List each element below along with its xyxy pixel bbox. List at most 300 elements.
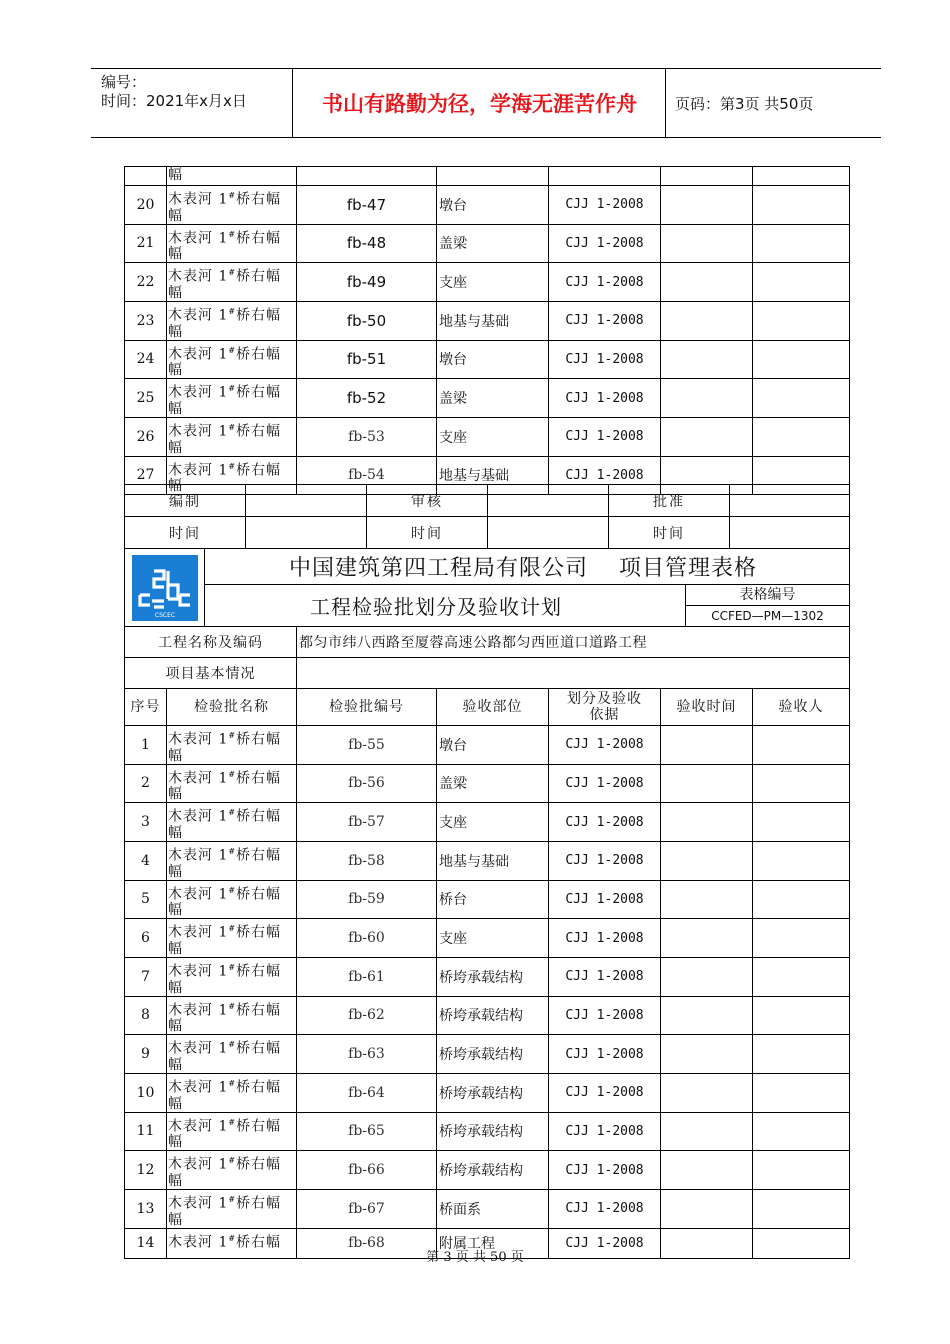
item-time[interactable] (661, 1151, 753, 1190)
table-row (125, 167, 850, 186)
signoff-row (125, 485, 850, 517)
item-part: 盖梁 (437, 224, 549, 263)
item-name-a: 木表河 1 (168, 847, 229, 864)
item-part: 支座 (437, 417, 549, 456)
row-no: 1 (125, 726, 167, 765)
item-name-c: 幅 (168, 439, 183, 456)
page-footer: 第 3 页 共 50 页 (426, 1250, 524, 1265)
item-person[interactable] (753, 1151, 850, 1190)
time-label: 时间：2021年x月x日 (101, 92, 247, 110)
item-name-a: 木表河 1 (168, 268, 229, 285)
item-name (167, 417, 297, 456)
item-part: 墩台 (437, 340, 549, 379)
item-person[interactable] (753, 803, 850, 842)
table-row (125, 301, 850, 340)
motto: 书山有路勤为径，学海无涯苦作舟 (322, 92, 637, 116)
item-name (167, 1035, 297, 1074)
table-row (125, 417, 850, 456)
compile-time-label: 时间 (125, 517, 246, 549)
row-no: 11 (125, 1112, 167, 1151)
table-row (125, 764, 850, 803)
item-part: 盖梁 (437, 764, 549, 803)
item-code: fb-63 (297, 1035, 437, 1074)
item-name-sup: # (228, 1233, 237, 1243)
item-name-a: 木表河 1 (168, 886, 229, 903)
item-time[interactable] (661, 1189, 753, 1228)
item-name-c: 幅 (168, 1095, 183, 1112)
project-name-label: 工程名称及编码 (125, 627, 297, 658)
item-name (167, 186, 297, 225)
item-code: fb-66 (297, 1151, 437, 1190)
item-code: fb-48 (297, 224, 437, 263)
item-name-sup: # (228, 808, 237, 818)
item-basis: CJJ 1-2008 (549, 1189, 661, 1228)
item-name-a: 木表河 1 (168, 1040, 229, 1057)
item-time[interactable] (661, 803, 753, 842)
table-row (125, 224, 850, 263)
table-row (125, 841, 850, 880)
item-part: 地基与基础 (437, 456, 549, 495)
row-no: 8 (125, 996, 167, 1035)
item-time[interactable] (661, 880, 753, 919)
item-name (167, 764, 297, 803)
review-value[interactable] (488, 485, 609, 517)
item-code: fb-61 (297, 957, 437, 996)
item-name-c: 幅 (168, 284, 183, 301)
item-name (167, 1189, 297, 1228)
item-basis: CJJ 1-2008 (549, 880, 661, 919)
item-name (167, 880, 297, 919)
item-name-sup: # (228, 422, 237, 432)
item-time[interactable] (661, 841, 753, 880)
item-name-c: 幅 (168, 400, 183, 417)
review-time-label: 时间 (367, 517, 488, 549)
item-name-b: 桥右幅 (236, 808, 282, 825)
item-time[interactable] (661, 224, 753, 263)
item-basis: CJJ 1-2008 (549, 379, 661, 418)
item-name-a: 木表河 1 (168, 346, 229, 363)
item-time[interactable] (661, 379, 753, 418)
approve-time-value[interactable] (730, 517, 850, 549)
item-person[interactable] (753, 224, 850, 263)
header-person: 验收人 (753, 689, 850, 726)
item-basis: CJJ 1-2008 (549, 1151, 661, 1190)
item-name-b: 桥右幅 (236, 1002, 282, 1019)
item-part: 桥垮承载结构 (437, 1151, 549, 1190)
item-person[interactable] (753, 726, 850, 765)
item-part: 地基与基础 (437, 301, 549, 340)
item-basis: CJJ 1-2008 (549, 224, 661, 263)
item-name-b: 桥右幅 (236, 462, 282, 479)
item-person[interactable] (753, 263, 850, 302)
item-time[interactable] (661, 726, 753, 765)
logo-cell (125, 549, 205, 627)
row-no: 7 (125, 957, 167, 996)
item-name (167, 919, 297, 958)
item-name-b: 桥右幅 (236, 191, 282, 208)
row-no: 26 (125, 417, 167, 456)
item-basis: CJJ 1-2008 (549, 996, 661, 1035)
item-basis: CJJ 1-2008 (549, 726, 661, 765)
cscec-logo-icon (132, 555, 198, 621)
item-name (167, 224, 297, 263)
item-name (167, 841, 297, 880)
row-no: 24 (125, 340, 167, 379)
table-row (125, 263, 850, 302)
item-time[interactable] (661, 957, 753, 996)
item-name-sup: # (228, 924, 237, 934)
item-name-a: 木表河 1 (168, 770, 229, 787)
item-name-b: 桥右幅 (236, 307, 282, 324)
item-basis: CJJ 1-2008 (549, 456, 661, 495)
item-name-b: 桥右幅 (236, 1195, 282, 1212)
row-no: 27 (125, 456, 167, 495)
item-name-a: 木表河 1 (168, 384, 229, 401)
item-person[interactable] (753, 764, 850, 803)
item-name-b: 桥右幅 (236, 963, 282, 980)
table-row (125, 186, 850, 225)
item-name (167, 726, 297, 765)
company-title: 中国建筑第四工程局有限公司 项目管理表格 (205, 549, 850, 585)
item-name-sup: # (228, 268, 237, 278)
item-name-a: 木表河 1 (168, 731, 229, 748)
item-name-b: 桥右幅 (236, 230, 282, 247)
company-logo (132, 555, 198, 621)
item-name-sup: # (228, 306, 237, 316)
page-header (91, 68, 881, 138)
row-no: 10 (125, 1073, 167, 1112)
item-part: 支座 (437, 803, 549, 842)
item-name-c: 幅 (168, 1134, 183, 1151)
item-code: fb-56 (297, 764, 437, 803)
item-name-b: 桥右幅 (236, 423, 282, 440)
table-row (125, 957, 850, 996)
item-part: 支座 (437, 919, 549, 958)
row-no: 4 (125, 841, 167, 880)
header-name: 检验批名称 (167, 689, 297, 726)
item-basis: CJJ 1-2008 (549, 1228, 661, 1258)
item-basis: CJJ 1-2008 (549, 340, 661, 379)
form-subtitle: 工程检验批划分及验收计划 (205, 585, 686, 627)
item-name-b: 桥右幅 (236, 1234, 282, 1251)
item-part: 地基与基础 (437, 841, 549, 880)
table-row (125, 340, 850, 379)
row-no: 25 (125, 379, 167, 418)
form-no-cell (686, 585, 850, 627)
item-name-c: 幅 (168, 207, 183, 224)
item-part: 桥垮承载结构 (437, 1035, 549, 1074)
item-name-c: 幅 (168, 824, 183, 841)
item-code: fb-54 (297, 456, 437, 495)
item-person[interactable] (753, 1112, 850, 1151)
header-code: 检验批编号 (297, 689, 437, 726)
review-time-value[interactable] (488, 517, 609, 549)
review-label: 审核 (367, 485, 488, 517)
row-no: 12 (125, 1151, 167, 1190)
inspection-table (124, 688, 850, 1259)
item-basis: CJJ 1-2008 (549, 417, 661, 456)
item-name-c: 幅 (168, 747, 183, 764)
item-code: fb-65 (297, 1112, 437, 1151)
item-person[interactable] (753, 417, 850, 456)
item-name (167, 1151, 297, 1190)
item-name (167, 996, 297, 1035)
item-name-sup: # (228, 384, 237, 394)
item-name-c: 幅 (168, 362, 183, 379)
item-basis: CJJ 1-2008 (549, 1035, 661, 1074)
item-basis: CJJ 1-2008 (549, 186, 661, 225)
page-label: 页码：第3页 共50页 (675, 95, 814, 113)
item-part: 桥台 (437, 880, 549, 919)
item-name-c: 幅 (168, 786, 183, 803)
table-row (125, 919, 850, 958)
project-info-table (124, 626, 850, 689)
item-time[interactable] (661, 764, 753, 803)
top-table (124, 166, 850, 495)
item-name-c: 幅 (168, 1056, 183, 1073)
table-row (125, 1035, 850, 1074)
item-time[interactable] (661, 1035, 753, 1074)
item-person[interactable] (753, 1189, 850, 1228)
item-person[interactable] (753, 880, 850, 919)
row-no: 14 (125, 1228, 167, 1258)
item-name-b: 桥右幅 (236, 268, 282, 285)
item-person[interactable] (753, 919, 850, 958)
item-basis: CJJ 1-2008 (549, 919, 661, 958)
item-time[interactable] (661, 1112, 753, 1151)
approve-label: 批准 (609, 485, 730, 517)
item-code: fb-53 (297, 417, 437, 456)
item-name-b: 桥右幅 (236, 924, 282, 941)
item-name-a: 木表河 1 (168, 191, 229, 208)
item-name-sup: # (228, 962, 237, 972)
item-name-a: 木表河 1 (168, 230, 229, 247)
item-name-sup: # (228, 846, 237, 856)
form-no-value: CCFED—PM—1302 (711, 609, 824, 623)
item-name-a: 木表河 1 (168, 963, 229, 980)
item-name-c: 幅 (168, 1018, 183, 1035)
item-code: fb-50 (297, 301, 437, 340)
item-name (167, 379, 297, 418)
item-name-sup: # (228, 461, 237, 471)
number-label: 编号： (101, 73, 147, 91)
item-name-c: 幅 (168, 940, 183, 957)
item-code: fb-60 (297, 919, 437, 958)
item-code: fb-51 (297, 340, 437, 379)
signoff-table (124, 484, 850, 549)
item-code: fb-58 (297, 841, 437, 880)
item-name-sup: # (228, 731, 237, 740)
item-name-b: 桥右幅 (236, 847, 282, 864)
item-name (167, 803, 297, 842)
header-meta (101, 73, 247, 111)
row-no: 23 (125, 301, 167, 340)
row-no: 21 (125, 224, 167, 263)
item-code: fb-55 (297, 726, 437, 765)
item-basis: CJJ 1-2008 (549, 841, 661, 880)
item-part: 墩台 (437, 726, 549, 765)
item-name-sup: # (228, 885, 237, 895)
item-time[interactable] (661, 417, 753, 456)
item-name-c: 幅 (168, 1211, 183, 1228)
item-time[interactable] (661, 1073, 753, 1112)
item-code: fb-49 (297, 263, 437, 302)
compile-label: 编制 (125, 485, 246, 517)
project-name-value: 都匀市纬八西路至厦蓉高速公路都匀西匝道口道路工程 (297, 627, 850, 658)
item-part: 桥垮承载结构 (437, 957, 549, 996)
item-person[interactable] (753, 841, 850, 880)
item-name (167, 957, 297, 996)
approve-time-label: 时间 (609, 517, 730, 549)
item-name (167, 301, 297, 340)
item-name-sup: # (228, 1078, 237, 1088)
item-person[interactable] (753, 1073, 850, 1112)
item-name-a: 木表河 1 (168, 1195, 229, 1212)
item-name (167, 1112, 297, 1151)
item-person[interactable] (753, 996, 850, 1035)
table-row (125, 1189, 850, 1228)
item-person[interactable] (753, 1035, 850, 1074)
item-name-a: 木表河 1 (168, 808, 229, 825)
item-name-sup: # (228, 1194, 237, 1204)
form-no-label: 表格编号 (686, 585, 849, 606)
table-row (125, 1112, 850, 1151)
item-name-a: 木表河 1 (168, 1234, 229, 1251)
item-person[interactable] (753, 186, 850, 225)
item-basis: CJJ 1-2008 (549, 301, 661, 340)
item-part: 桥垮承载结构 (437, 1073, 549, 1112)
table-row (125, 996, 850, 1035)
item-time[interactable] (661, 301, 753, 340)
item-name: 幅 (167, 167, 297, 186)
item-code: fb-57 (297, 803, 437, 842)
header-time: 验收时间 (661, 689, 753, 726)
item-name (167, 340, 297, 379)
item-person[interactable] (753, 301, 850, 340)
row-no: 13 (125, 1189, 167, 1228)
row-no: 3 (125, 803, 167, 842)
item-time[interactable] (661, 263, 753, 302)
item-name-a: 木表河 1 (168, 1002, 229, 1019)
item-name-b: 桥右幅 (236, 1156, 282, 1173)
item-basis: CJJ 1-2008 (549, 1073, 661, 1112)
item-code: fb-62 (297, 996, 437, 1035)
item-person[interactable] (753, 957, 850, 996)
item-basis: CJJ 1-2008 (549, 957, 661, 996)
item-name-c: 幅 (168, 323, 183, 340)
form-title-table (124, 548, 850, 627)
item-name-sup: # (228, 191, 237, 200)
item-name-b: 桥右幅 (236, 731, 282, 748)
row-no: 22 (125, 263, 167, 302)
item-part: 桥面系 (437, 1189, 549, 1228)
item-name (167, 263, 297, 302)
row-no: 9 (125, 1035, 167, 1074)
item-name-a: 木表河 1 (168, 1118, 229, 1135)
item-name-sup: # (228, 345, 237, 355)
item-name-c: 幅 (168, 478, 183, 495)
item-name-c: 幅 (168, 979, 183, 996)
item-name-c: 幅 (168, 902, 183, 919)
item-code: fb-59 (297, 880, 437, 919)
item-part: 附属工程 (437, 1228, 549, 1258)
table-header-row (125, 689, 850, 726)
item-name-sup: # (228, 1117, 237, 1127)
item-name-b: 桥右幅 (236, 384, 282, 401)
item-name-a: 木表河 1 (168, 1156, 229, 1173)
table-row (125, 1073, 850, 1112)
item-time[interactable] (661, 186, 753, 225)
table-row (125, 726, 850, 765)
item-name-c: 幅 (168, 1172, 183, 1189)
item-time[interactable] (661, 340, 753, 379)
table-row (125, 880, 850, 919)
item-time[interactable] (661, 919, 753, 958)
table-row (125, 379, 850, 418)
item-part: 桥垮承载结构 (437, 996, 549, 1035)
item-name-b: 桥右幅 (236, 886, 282, 903)
item-name-sup: # (228, 1040, 237, 1050)
compile-time-value[interactable] (246, 517, 367, 549)
header-basis-line1: 划分及验收 (567, 691, 642, 707)
project-basic-label: 项目基本情况 (125, 658, 297, 689)
row-no: 5 (125, 880, 167, 919)
signoff-time-row (125, 517, 850, 549)
item-time[interactable] (661, 996, 753, 1035)
header-basis-line2: 依据 (589, 707, 620, 723)
item-basis: CJJ 1-2008 (549, 263, 661, 302)
item-name-a: 木表河 1 (168, 307, 229, 324)
item-part: 桥垮承载结构 (437, 1112, 549, 1151)
item-basis: CJJ 1-2008 (549, 803, 661, 842)
item-code: fb-67 (297, 1189, 437, 1228)
item-name-a: 木表河 1 (168, 1079, 229, 1096)
item-basis: CJJ 1-2008 (549, 1112, 661, 1151)
compile-value[interactable] (246, 485, 367, 517)
item-name-b: 桥右幅 (236, 770, 282, 787)
logo-text: CSCEC (154, 611, 175, 619)
item-name-a: 木表河 1 (168, 423, 229, 440)
item-person[interactable] (753, 340, 850, 379)
table-row (125, 803, 850, 842)
item-name-sup: # (228, 229, 237, 239)
header-part: 验收部位 (437, 689, 549, 726)
item-name-b: 桥右幅 (236, 346, 282, 363)
item-name-b: 桥右幅 (236, 1118, 282, 1135)
item-name-c: 幅 (168, 246, 183, 263)
item-code: fb-64 (297, 1073, 437, 1112)
item-name-b: 桥右幅 (236, 1040, 282, 1057)
item-name-sup: # (228, 769, 237, 779)
item-code: fb-68 (297, 1228, 437, 1258)
project-basic-value[interactable] (297, 658, 850, 689)
item-name-b: 桥右幅 (236, 1079, 282, 1096)
item-name-a: 木表河 1 (168, 462, 229, 479)
item-part: 盖梁 (437, 379, 549, 418)
row-no: 6 (125, 919, 167, 958)
row-no: 2 (125, 764, 167, 803)
item-basis: CJJ 1-2008 (549, 764, 661, 803)
item-name (167, 1073, 297, 1112)
header-no: 序号 (125, 689, 167, 726)
approve-value[interactable] (730, 485, 850, 517)
table-row (125, 1151, 850, 1190)
item-part: 墩台 (437, 186, 549, 225)
item-name-sup: # (228, 1001, 237, 1011)
item-code: fb-47 (297, 186, 437, 225)
item-person[interactable] (753, 379, 850, 418)
header-basis (549, 689, 661, 726)
